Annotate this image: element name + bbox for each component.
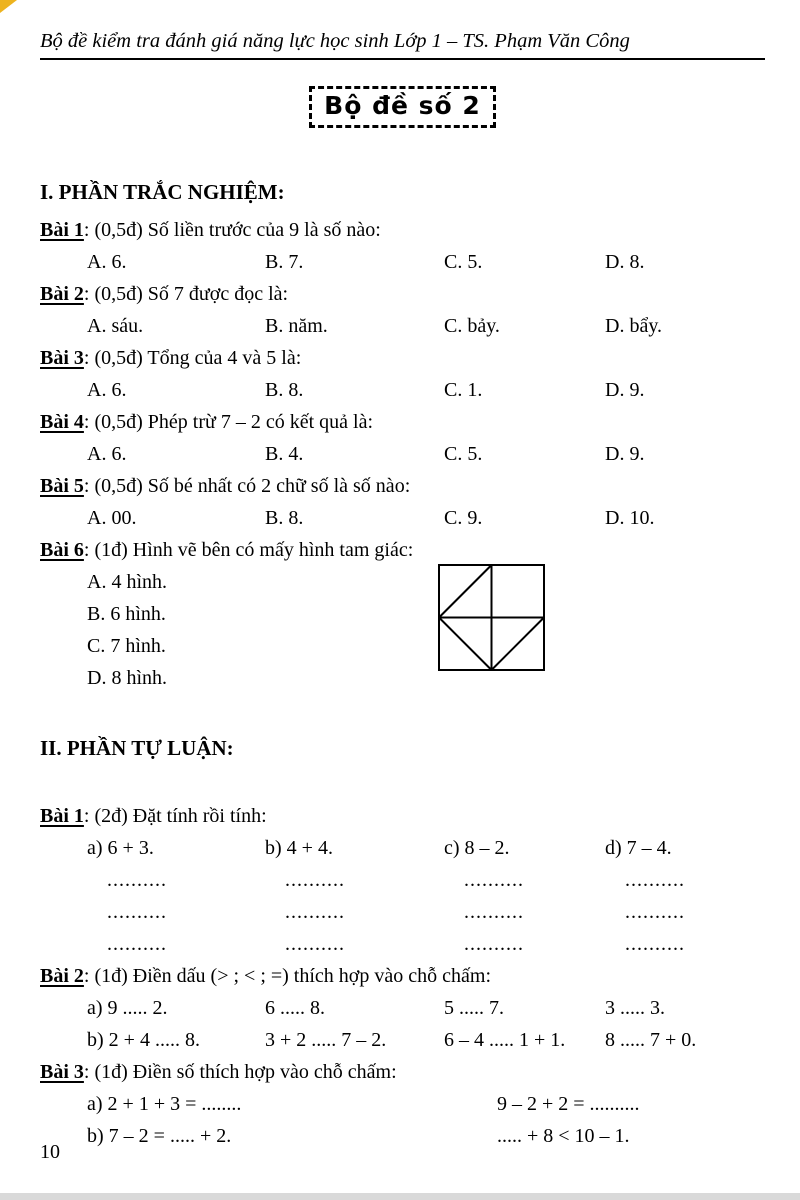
- question-body: : (0,5đ) Số bé nhất có 2 chữ số là số nào:: [83, 475, 411, 497]
- answer-blank: ..........: [464, 901, 524, 923]
- option-d: D. 9.: [605, 379, 645, 401]
- options-row: [87, 502, 765, 534]
- question-4: [40, 406, 765, 470]
- title-container: [40, 86, 765, 130]
- compare-item: 5 ..... 7.: [444, 997, 504, 1019]
- question-body: : (0,5đ) Phép trừ 7 – 2 có kết quả là:: [83, 411, 374, 433]
- option-b: B. 8.: [265, 379, 304, 401]
- compare-row-b: [87, 1024, 765, 1056]
- option-c: C. 5.: [444, 443, 483, 465]
- answer-blank: ..........: [285, 933, 345, 955]
- question-label: Bài 3: [40, 347, 84, 369]
- fill-item: a) 2 + 1 + 3 = ........: [87, 1093, 242, 1115]
- option-a: A. 00.: [87, 507, 137, 529]
- option-d: D. 8.: [605, 251, 645, 273]
- option-c: C. 1.: [444, 379, 483, 401]
- compare-item: 6 – 4 ..... 1 + 1.: [444, 1029, 566, 1051]
- question-body: : (1đ) Hình vẽ bên có mấy hình tam giác:: [83, 539, 414, 561]
- answer-blank: ..........: [464, 869, 524, 891]
- exercise-body: : (2đ) Đặt tính rồi tính:: [83, 805, 267, 827]
- answer-blank: ..........: [107, 869, 167, 891]
- answer-blank: ..........: [625, 901, 685, 923]
- essay-exercise-2: [40, 960, 765, 1056]
- answer-blank: ..........: [285, 869, 345, 891]
- exercise-text: [40, 800, 765, 832]
- answer-blank: ..........: [464, 933, 524, 955]
- answer-blank: ..........: [625, 933, 685, 955]
- option-d: D. 9.: [605, 443, 645, 465]
- question-text: [40, 342, 765, 374]
- page-corner-mark: [0, 0, 17, 13]
- option-c: C. 9.: [444, 507, 483, 529]
- question-label: Bài 4: [40, 411, 84, 433]
- options-row: [87, 246, 765, 278]
- option-b: B. 6 hình.: [87, 603, 166, 625]
- answer-dots-row: [87, 896, 765, 928]
- answer-blank: ..........: [107, 933, 167, 955]
- answer-blank: ..........: [285, 901, 345, 923]
- option-a: A. 6.: [87, 443, 127, 465]
- exercise-label: Bài 1: [40, 805, 84, 827]
- section-1-heading: I. PHẦN TRẮC NGHIỆM:: [40, 180, 285, 204]
- option-b: B. 7.: [265, 251, 304, 273]
- question-5: [40, 470, 765, 534]
- fill-item: 9 – 2 + 2 = ..........: [497, 1093, 640, 1115]
- answer-blank: ..........: [625, 869, 685, 891]
- question-6: [40, 534, 765, 694]
- question-body: : (0,5đ) Tổng của 4 và 5 là:: [83, 347, 302, 369]
- fill-item: b) 7 – 2 = ..... + 2.: [87, 1125, 232, 1147]
- question-label: Bài 1: [40, 219, 84, 241]
- sub-items-row: [87, 832, 765, 864]
- option-c: C. 7 hình.: [87, 635, 166, 657]
- question-text: [40, 534, 765, 566]
- options-row: [87, 310, 765, 342]
- question-label: Bài 5: [40, 475, 84, 497]
- compare-item: 3 ..... 3.: [605, 997, 665, 1019]
- question-label: Bài 2: [40, 283, 84, 305]
- answer-dots-row: [87, 864, 765, 896]
- option-a: A. sáu.: [87, 315, 144, 337]
- compare-row-a: [87, 992, 765, 1024]
- compare-item: 3 + 2 ..... 7 – 2.: [265, 1029, 387, 1051]
- triangle-count-figure: [438, 564, 545, 671]
- exercise-label: Bài 2: [40, 965, 84, 987]
- options-column: [40, 566, 420, 694]
- page-title: Bộ đề số 2: [309, 86, 496, 128]
- option-b: B. năm.: [265, 315, 328, 337]
- compare-item: b) 2 + 4 ..... 8.: [87, 1029, 200, 1051]
- option-d: D. 10.: [605, 507, 655, 529]
- exercise-text: [40, 1056, 765, 1088]
- section-2-heading: II. PHẦN TỰ LUẬN:: [40, 736, 234, 760]
- answer-blank: ..........: [107, 901, 167, 923]
- essay-exercise-1: [40, 800, 765, 960]
- compare-item: a) 9 ..... 2.: [87, 997, 168, 1019]
- question-body: : (0,5đ) Số liền trước của 9 là số nào:: [83, 219, 381, 241]
- item-b: b) 4 + 4.: [265, 837, 333, 859]
- fill-row-b: [87, 1120, 765, 1152]
- question-3: [40, 342, 765, 406]
- fill-item: ..... + 8 < 10 – 1.: [497, 1125, 630, 1147]
- item-c: c) 8 – 2.: [444, 837, 510, 859]
- exercise-label: Bài 3: [40, 1061, 84, 1083]
- option-a: A. 6.: [87, 379, 127, 401]
- question-2: [40, 278, 765, 342]
- options-row: [87, 438, 765, 470]
- option-d: D. bẩy.: [605, 315, 663, 337]
- option-a: A. 6.: [87, 251, 127, 273]
- options-row: [87, 374, 765, 406]
- option-b: B. 4.: [265, 443, 304, 465]
- page-bottom-edge: [0, 1193, 800, 1200]
- answer-dots-row: [87, 928, 765, 960]
- exercise-body: : (1đ) Điền dấu (> ; < ; =) thích hợp vào chỗ chấm:: [83, 965, 491, 987]
- item-a: a) 6 + 3.: [87, 837, 154, 859]
- question-text: [40, 406, 765, 438]
- compare-item: 6 ..... 8.: [265, 997, 325, 1019]
- item-d: d) 7 – 4.: [605, 837, 672, 859]
- page-number: 10: [40, 1141, 60, 1163]
- question-label: Bài 6: [40, 539, 84, 561]
- exercise-body: : (1đ) Điền số thích hợp vào chỗ chấm:: [83, 1061, 397, 1083]
- running-header: Bộ đề kiểm tra đánh giá năng lực học sinh Lớp 1 – TS. Phạm Văn Công: [40, 28, 765, 60]
- fill-row-a: [87, 1088, 765, 1120]
- question-text: [40, 214, 765, 246]
- essay-exercise-3: [40, 1056, 765, 1152]
- exercise-text: [40, 960, 765, 992]
- question-1: [40, 214, 765, 278]
- question-text: [40, 470, 765, 502]
- question-text: [40, 278, 765, 310]
- option-d: D. 8 hình.: [87, 667, 167, 689]
- option-a: A. 4 hình.: [87, 571, 167, 593]
- option-b: B. 8.: [265, 507, 304, 529]
- compare-item: 8 ..... 7 + 0.: [605, 1029, 697, 1051]
- question-body: : (0,5đ) Số 7 được đọc là:: [83, 283, 289, 305]
- option-c: C. bảy.: [444, 315, 500, 337]
- option-c: C. 5.: [444, 251, 483, 273]
